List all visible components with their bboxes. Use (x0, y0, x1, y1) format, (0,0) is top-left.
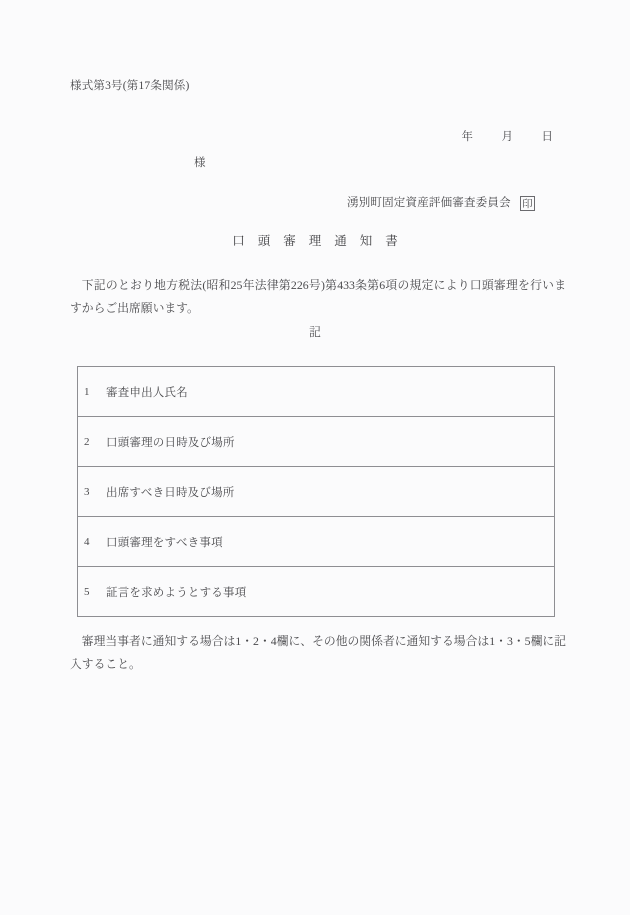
table-cell[interactable] (78, 517, 555, 567)
table-row (78, 367, 555, 417)
table-cell[interactable] (78, 567, 555, 617)
issuer-line (347, 196, 535, 211)
ki-marker: 記 (309, 325, 321, 339)
item-label: 口頭審理をすべき事項 (106, 536, 223, 549)
item-number: 4 (84, 535, 90, 548)
month-label: 月 (501, 130, 513, 143)
table-cell[interactable] (78, 417, 555, 467)
item-number: 1 (84, 385, 90, 398)
page-title: 口頭審理通知書 (232, 234, 411, 248)
addressee-honorific: 様 (194, 157, 206, 169)
footer-note: 審理当事者に通知する場合は1・2・4欄に、その他の関係者に通知する場合は1・3・5欄に記入すること。 (70, 634, 566, 671)
table-row (78, 417, 555, 467)
items-table (77, 366, 555, 617)
year-label: 年 (461, 130, 473, 143)
form-number: 様式第3号(第17条関係) (70, 80, 190, 92)
item-label: 出席すべき日時及び場所 (106, 486, 235, 499)
item-label: 審査申出人氏名 (106, 386, 188, 399)
table-row (78, 517, 555, 567)
table-row (78, 467, 555, 517)
day-label: 日 (541, 130, 553, 143)
table-cell[interactable] (78, 467, 555, 517)
table-row (78, 567, 555, 617)
item-label: 口頭審理の日時及び場所 (106, 436, 235, 449)
seal-stamp-box: 印 (520, 196, 535, 211)
issuer-name: 湧別町固定資産評価審査委員会 (347, 196, 511, 209)
item-number: 3 (84, 485, 90, 498)
date-line (450, 120, 553, 155)
item-number: 2 (84, 435, 90, 448)
item-label: 証言を求めようとする事項 (106, 586, 247, 599)
body-paragraph: 下記のとおり地方税法(昭和25年法律第226号)第433条第6項の規定により口頭審理を行いますからご出席願います。 (70, 278, 566, 315)
table-cell[interactable] (78, 367, 555, 417)
item-number: 5 (84, 585, 90, 598)
